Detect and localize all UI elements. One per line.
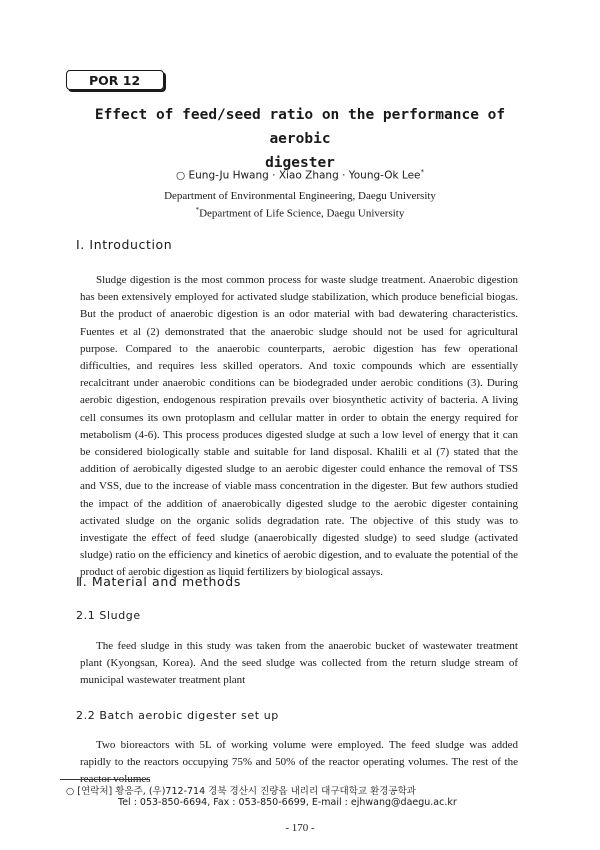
affiliation-sup: * bbox=[195, 206, 200, 214]
methods-heading: Ⅱ. Material and methods bbox=[76, 574, 241, 589]
author-sup: * bbox=[420, 168, 425, 176]
sludge-subheading: 2.1 Sludge bbox=[76, 609, 141, 622]
session-badge: POR 12 bbox=[66, 70, 164, 90]
digester-subheading: 2.2 Batch aerobic digester set up bbox=[76, 709, 279, 722]
author-list bbox=[0, 168, 600, 182]
sludge-body: The feed sludge in this study was taken from the anaerobic bucket of wastewater treatment plant (Kyongsan, Korea). And the seed sludge was collected from the return sludge stream of municipal wastewater treatment plant bbox=[80, 640, 518, 687]
author-names: Eung-Ju Hwang · Xiao Zhang · Young-Ok Lee bbox=[188, 169, 421, 182]
footnote-phone-email: Tel : 053-850-6694, Fax : 053-850-6699, E-mail : ejhwang@daegu.ac.kr bbox=[118, 797, 457, 808]
paper-title bbox=[60, 103, 540, 175]
affiliation-1: Department of Environmental Engineering, Daegu University bbox=[164, 190, 436, 202]
affiliation-2-text: Department of Life Science, Daegu University bbox=[199, 207, 405, 220]
introduction-heading: Ⅰ. Introduction bbox=[76, 237, 173, 252]
footnote-contact: ○ [연락처] 황응주, (우)712-714 경북 경산시 진량읍 내리리 대구대학교 환경공학과 bbox=[66, 786, 416, 797]
title-line-1: Effect of feed/seed ratio on the performance of aerobic bbox=[94, 107, 506, 147]
title-line-2: digester bbox=[265, 155, 335, 171]
presenter-mark: ○ bbox=[175, 169, 186, 182]
page-number: - 170 - bbox=[285, 822, 315, 834]
affiliation-2 bbox=[0, 206, 600, 220]
digester-body: Two bioreactors with 5L of working volume were employed. The feed sludge was added rapidly to the reactors occupying 75% and 50% of the reactor operating volumes. The rest of the reactor volumes bbox=[80, 739, 518, 786]
footnote-rule bbox=[60, 779, 150, 780]
introduction-body: Sludge digestion is the most common process for waste sludge treatment. Anaerobic digestion has been extensively employed for activated sludge stabilization, which produce beneficial biogas. But the product of anaerobic digestion is an odor material with bad dewatering characteristics. Fuentes et al (2) demonstrated that the anaerobic sludge should not be used for agricultural purpose. Compared to the anaerobic counterparts, aerobic digestion has few operational difficulties, and requires less skilled operators. And toxic compounds which are essentially recalcitrant under anaerobic conditions can be biodegraded under aerobic conditions (3). During aerobic digestion, endogenous respiration prevails over biosynthetic activity of bacteria. A living cell consumes its own protoplasm and cellular matter in order to obtain the energy required for metabolism (4-6). This process produces digested sludge at such a low level of energy that it can be considered biologically stable and suitable for land disposal. Khalili et al (7) stated that the addition of aerobically digested sludge to an aerobic digester could enhance the removal of TSS and VSS, due to the increase of viable mass concentration in the digester. But few authors studied the impact of the addition of anaerobically digested sludge to the aerobic digester containing activated sludge on the organic solids degradation rate. The objective of this study was to investigate the effect of feed sludge (anaerobically digested sludge) to seed sludge (activated sludge) ratio on the efficiency and kinetics of aerobic digestion, and to evaluate the potential of the product of aerobic digestion as liquid fertilizers by biological assays. bbox=[80, 274, 518, 579]
